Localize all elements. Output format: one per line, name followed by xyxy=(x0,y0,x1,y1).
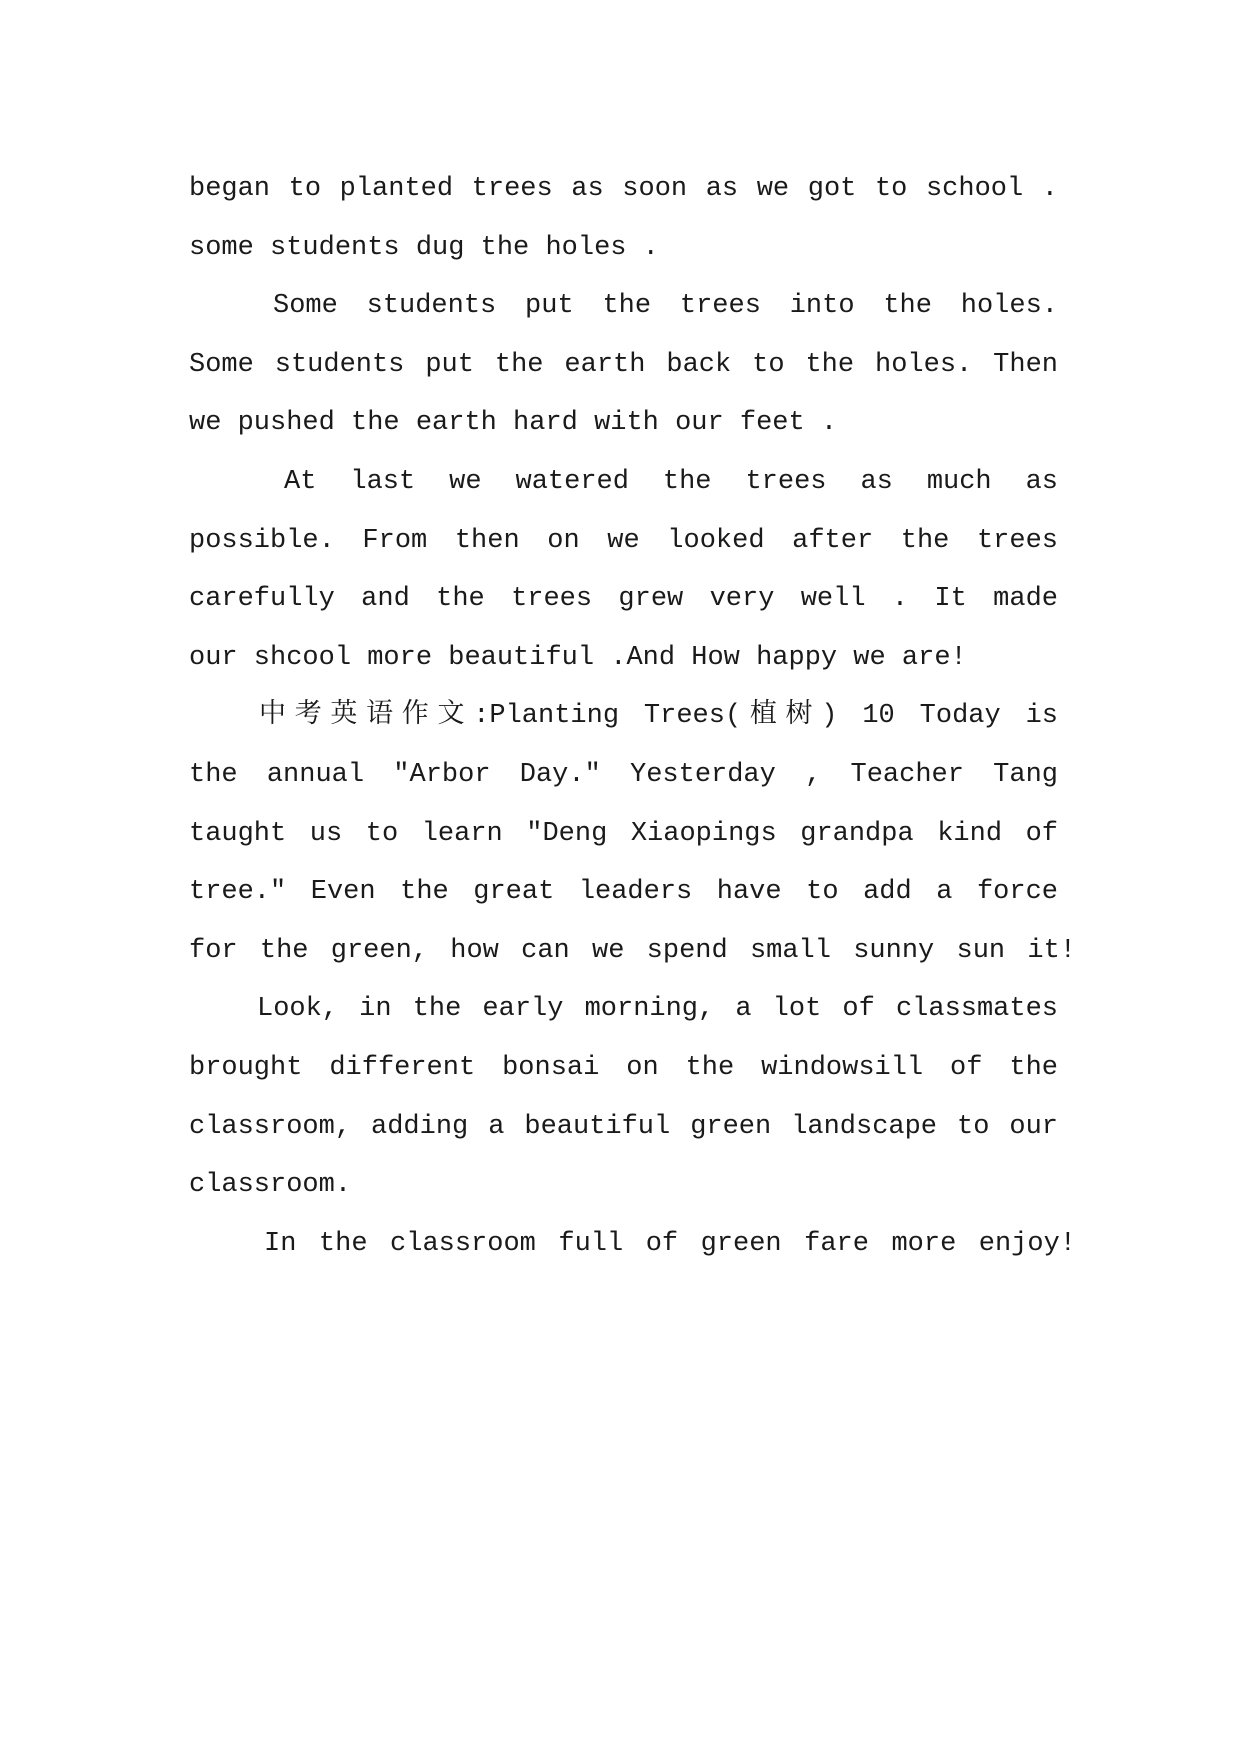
text-line: began to planted trees as soon as we got to school . xyxy=(189,174,1058,204)
text-line: 中考英语作文:Planting Trees(植树) 10 Today is xyxy=(259,701,1058,732)
text-line: some students dug the holes . xyxy=(189,232,659,263)
text-line: taught us to learn "Deng Xiaopings grandpa kind of xyxy=(189,818,1058,849)
text-line: the annual "Arbor Day." Yesterday , Teacher Tang xyxy=(189,760,1058,790)
text-line: Some students put the trees into the holes. xyxy=(273,291,1058,322)
text-line: brought different bonsai on the windowsill of the xyxy=(189,1053,1058,1083)
text-line: tree." Even the great leaders have to add a force xyxy=(189,877,1058,908)
text-line: for the green, how can we spend small sunny sun it! xyxy=(189,935,1076,966)
text-line: At last we watered the trees as much as xyxy=(284,467,1058,497)
text-line: possible. From then on we looked after the trees xyxy=(189,525,1058,556)
text-line: Look, in the early morning, a lot of classmates xyxy=(257,994,1058,1025)
text-line: Some students put the earth back to the holes. Then xyxy=(189,349,1058,380)
text-line: classroom, adding a beautiful green landscape to our xyxy=(189,1111,1058,1142)
text-line: carefully and the trees grew very well . It made xyxy=(189,584,1058,615)
text-line: our shcool more beautiful .And How happy we are! xyxy=(189,642,967,673)
text-line: In the classroom full of green fare more enjoy! xyxy=(264,1228,1076,1259)
text-line: classroom. xyxy=(189,1170,352,1201)
text-line: we pushed the earth hard with our feet . xyxy=(189,408,838,439)
